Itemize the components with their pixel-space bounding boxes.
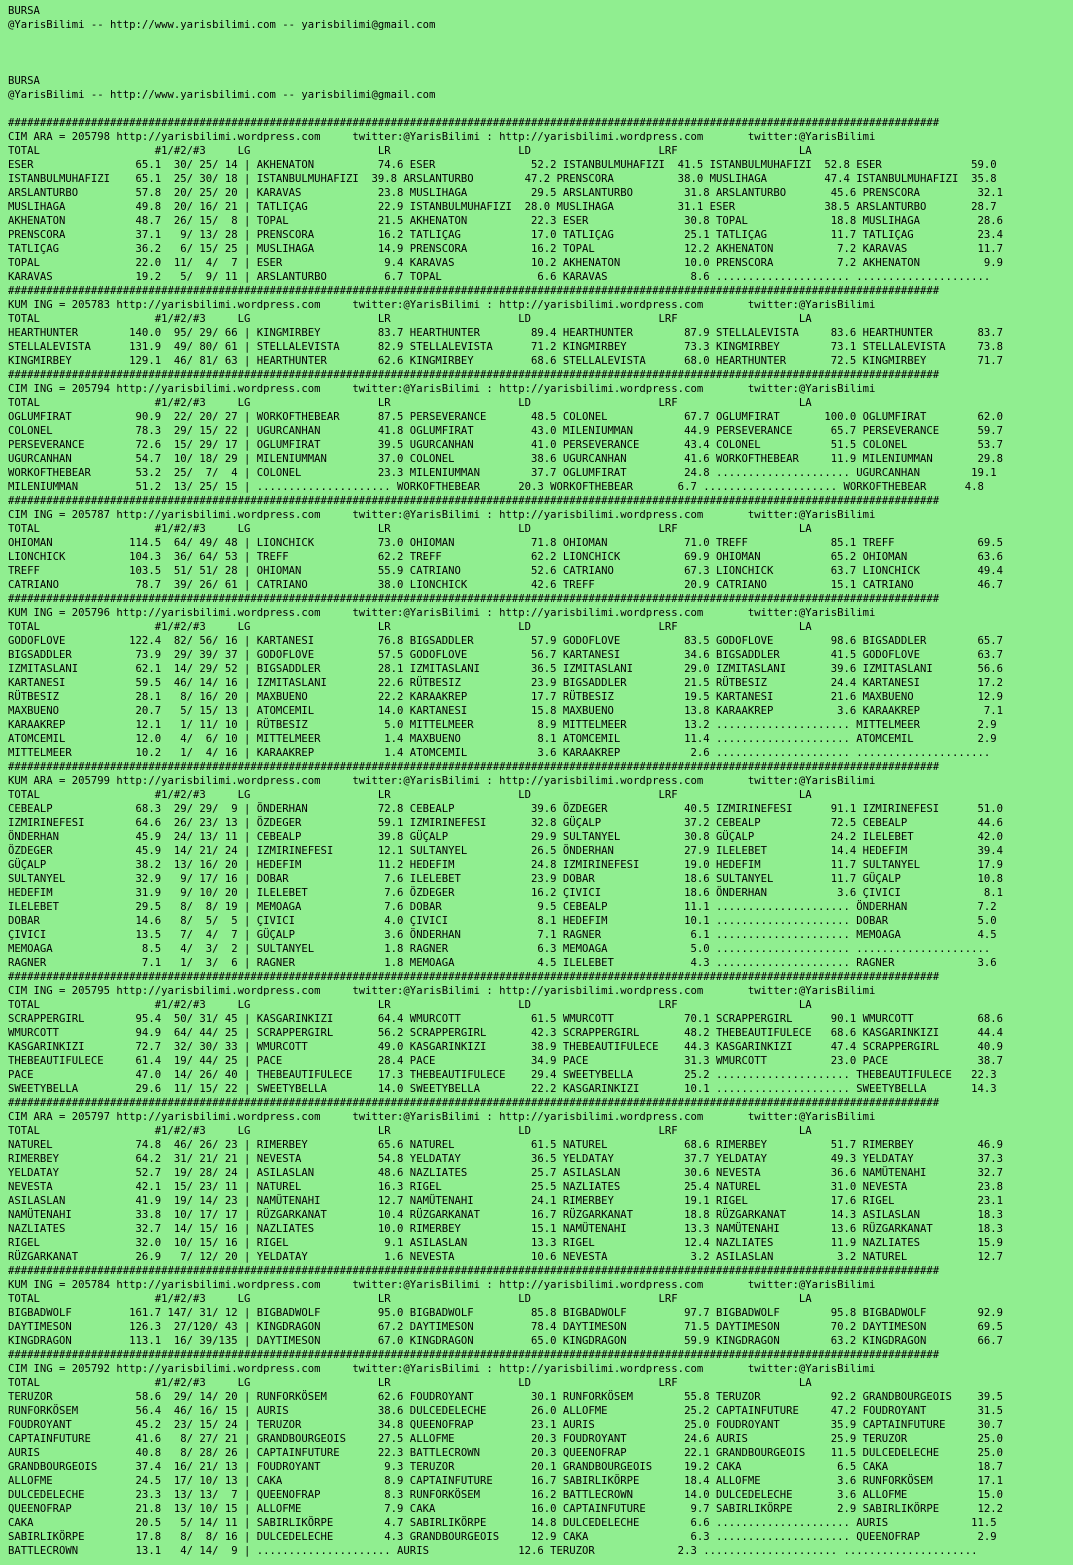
text-line: CAKA 20.5 5/ 14/ 11 | SABIRLIKÖRPE 4.7 SABIRLIKÖRPE 14.8 DULCEDELECHE 6.6 ..................... AURIS 11.5 [8,1517,997,1529]
race-header-line: CIM ING = 205794 http://yarisbilimi.wordpress.com twitter:@YarisBilimi : http://yarisbilimi.wordpress.com twitter:@YarisBilimi [8,383,876,395]
text-line: AKHENATON 48.7 26/ 15/ 8 | TOPAL 21.5 AKHENATON 22.3 ESER 30.8 TOPAL 18.8 MUSLIHAGA 28.6 [8,215,1003,227]
blank-line [8,46,1073,60]
text-line: RÜZGARKANAT 26.9 7/ 12/ 20 | YELDATAY 1.6 NEVESTA 10.6 NEVESTA 3.2 ASILASLAN 3.2 NATUREL 12.7 [8,1251,1003,1263]
race-header-line: KUM ING = 205784 http://yarisbilimi.wordpress.com twitter:@YarisBilimi : http://yarisbilimi.wordpress.com twitter:@YarisBilimi [8,1279,876,1291]
text-line: PACE 47.0 14/ 26/ 40 | THEBEAUTIFULECE 17.3 THEBEAUTIFULECE 29.4 SWEETYBELLA 25.2 ..................... THEBEAUTIFULECE 22.3 [8,1069,997,1081]
text-line: BIGBADWOLF 161.7 147/ 31/ 12 | BIGBADWOLF 95.0 BIGBADWOLF 85.8 BIGBADWOLF 97.7 BIGBADWOLF 95.8 BIGBADWOLF 92.9 [8,1307,1003,1319]
text-line: ARSLANTURBO 57.8 20/ 25/ 20 | KARAVAS 23.8 MUSLIHAGA 29.5 ARSLANTURBO 31.8 ARSLANTURBO 45.6 PRENSCORA 32.1 [8,187,1003,199]
separator-line: ################################################################################################################################################## [8,1265,940,1277]
text-line: PRENSCORA 37.1 9/ 13/ 28 | PRENSCORA 16.2 TATLIÇAG 17.0 TATLIÇAG 25.1 TATLIÇAG 11.7 TATLIÇAG 23.4 [8,229,1003,241]
text-line: RIGEL 32.0 10/ 15/ 16 | RIGEL 9.1 ASILASLAN 13.3 RIGEL 12.4 NAZLIATES 11.9 NAZLIATES 15.9 [8,1237,1003,1249]
text-line: ESER 65.1 30/ 25/ 14 | AKHENATON 74.6 ESER 52.2 ISTANBULMUHAFIZI 41.5 ISTANBULMUHAFIZI 52.8 ESER 59.0 [8,159,997,171]
text-line: CEBEALP 68.3 29/ 29/ 9 | ÖNDERHAN 72.8 CEBEALP 39.6 ÖZDEGER 40.5 IZMIRINEFESI 91.1 IZMIRINEFESI 51.0 [8,803,1003,815]
text-line: HEDEFIM 31.9 9/ 10/ 20 | ILELEBET 7.6 ÖZDEGER 16.2 ÇIVICI 18.6 ÖNDERHAN 3.6 ÇIVICI 8.1 [8,887,1003,899]
text-line: KINGDRAGON 113.1 16/ 39/135 | DAYTIMESON 67.0 KINGDRAGON 65.0 KINGDRAGON 59.9 KINGDRAGON 63.2 KINGDRAGON 66.7 [8,1335,1003,1347]
text-line: DAYTIMESON 126.3 27/120/ 43 | KINGDRAGON 67.2 DAYTIMESON 78.4 DAYTIMESON 71.5 DAYTIMESON 70.2 DAYTIMESON 69.5 [8,1321,1003,1333]
text-line: IZMITASLANI 62.1 14/ 29/ 52 | BIGSADDLER 28.1 IZMITASLANI 36.5 IZMITASLANI 29.0 IZMITASLANI 39.6 IZMITASLANI 56.6 [8,663,1003,675]
separator-line: ################################################################################################################################################## [8,1349,940,1361]
race-header-line: CIM ING = 205792 http://yarisbilimi.wordpress.com twitter:@YarisBilimi : http://yarisbilimi.wordpress.com twitter:@YarisBilimi [8,1363,876,1375]
text-line: WMURCOTT 94.9 64/ 44/ 25 | SCRAPPERGIRL 56.2 SCRAPPERGIRL 42.3 SCRAPPERGIRL 48.2 THEBEAUTIFULECE 68.6 KASGARINKIZI 44.4 [8,1027,1003,1039]
text-line: LIONCHICK 104.3 36/ 64/ 53 | TREFF 62.2 TREFF 62.2 LIONCHICK 69.9 OHIOMAN 65.2 OHIOMAN 63.6 [8,551,1003,563]
separator-line: ################################################################################################################################################## [8,495,940,507]
text-line: GODOFLOVE 122.4 82/ 56/ 16 | KARTANESI 76.8 BIGSADDLER 57.9 GODOFLOVE 83.5 GODOFLOVE 98.6 BIGSADDLER 65.7 [8,635,1003,647]
text-line: ÖNDERHAN 45.9 24/ 13/ 11 | CEBEALP 39.8 GÜÇALP 29.9 SULTANYEL 30.8 GÜÇALP 24.2 ILELEBET 42.0 [8,831,1003,843]
race-header-line: KUM ING = 205796 http://yarisbilimi.wordpress.com twitter:@YarisBilimi : http://yarisbilimi.wordpress.com twitter:@YarisBilimi [8,607,876,619]
text-line: THEBEAUTIFULECE 61.4 19/ 44/ 25 | PACE 28.4 PACE 34.9 PACE 31.3 WMURCOTT 23.0 PACE 38.7 [8,1055,1003,1067]
text-line: TREFF 103.5 51/ 51/ 28 | OHIOMAN 55.9 CATRIANO 52.6 CATRIANO 67.3 LIONCHICK 63.7 LIONCHICK 49.4 [8,565,1003,577]
text-line: STELLALEVISTA 131.9 49/ 80/ 61 | STELLALEVISTA 82.9 STELLALEVISTA 71.2 KINGMIRBEY 73.3 KINGMIRBEY 73.1 STELLALEVISTA 73.8 [8,341,1003,353]
text-line: KARAAKREP 12.1 1/ 11/ 10 | RÜTBESIZ 5.0 MITTELMEER 8.9 MITTELMEER 13.2 ..................... MITTELMEER 2.9 [8,719,997,731]
text-line: @YarisBilimi -- http://www.yarisbilimi.com -- yarisbilimi@gmail.com [8,19,436,31]
text-line: NEVESTA 42.1 15/ 23/ 11 | NATUREL 16.3 RIGEL 25.5 NAZLIATES 25.4 NATUREL 31.0 NEVESTA 23.8 [8,1181,1003,1193]
text-line: BURSA [8,5,40,17]
text-line: MAXBUENO 20.7 5/ 15/ 13 | ATOMCEMIL 14.0 KARTANESI 15.8 MAXBUENO 13.8 KARAAKREP 3.6 KARAAKREP 7.1 [8,705,1003,717]
text-line: FOUDROYANT 45.2 23/ 15/ 24 | TERUZOR 34.8 QUEENOFRAP 23.1 AURIS 25.0 FOUDROYANT 35.9 CAPTAINFUTURE 30.7 [8,1419,1003,1431]
text-line: BATTLECROWN 13.1 4/ 14/ 9 | ..................... AURIS 12.6 TERUZOR 2.3 ..................... ..................... [8,1545,978,1557]
race-header-line: CIM ARA = 205798 http://yarisbilimi.wordpress.com twitter:@YarisBilimi : http://yarisbilimi.wordpress.com twitter:@YarisBilimi [8,131,876,143]
text-line: NAMÜTENAHI 33.8 10/ 17/ 17 | RÜZGARKANAT 10.4 RÜZGARKANAT 16.7 RÜZGARKANAT 18.8 RÜZGARKANAT 14.3 ASILASLAN 18.3 [8,1209,1003,1221]
separator-line: ################################################################################################################################################## [8,593,940,605]
text-line: ISTANBULMUHAFIZI 65.1 25/ 30/ 18 | ISTANBULMUHAFIZI 39.8 ARSLANTURBO 47.2 PRENSCORA 38.0 MUSLIHAGA 47.4 ISTANBULMUHAFIZI 35.8 [8,173,997,185]
column-header-line: TOTAL #1/#2/#3 LG LR LD LRF LA [8,1125,812,1137]
text-line: MUSLIHAGA 49.8 20/ 16/ 21 | TATLIÇAG 22.9 ISTANBULMUHAFIZI 28.0 MUSLIHAGA 31.1 ESER 38.5 ARSLANTURBO 28.7 [8,201,997,213]
blank-line [8,60,1073,74]
column-header-line: TOTAL #1/#2/#3 LG LR LD LRF LA [8,523,812,535]
separator-line: ################################################################################################################################################## [8,971,940,983]
text-line: OHIOMAN 114.5 64/ 49/ 48 | LIONCHICK 73.0 OHIOMAN 71.8 OHIOMAN 71.0 TREFF 85.1 TREFF 69.5 [8,537,1003,549]
column-header-line: TOTAL #1/#2/#3 LG LR LD LRF LA [8,1293,812,1305]
text-line: PERSEVERANCE 72.6 15/ 29/ 17 | OGLUMFIRAT 39.5 UGURCANHAN 41.0 PERSEVERANCE 43.4 COLONEL 51.5 COLONEL 53.7 [8,439,1003,451]
text-line: KARAVAS 19.2 5/ 9/ 11 | ARSLANTURBO 6.7 TOPAL 6.6 KARAVAS 8.6 ..................... ..................... [8,271,991,283]
text-line: AURIS 40.8 8/ 28/ 26 | CAPTAINFUTURE 22.3 BATTLECROWN 20.3 QUEENOFRAP 22.1 GRANDBOURGEOIS 11.5 DULCEDELECHE 25.0 [8,1447,1003,1459]
text-line: YELDATAY 52.7 19/ 28/ 24 | ASILASLAN 48.6 NAZLIATES 25.7 ASILASLAN 30.6 NEVESTA 36.6 NAMÜTENAHI 32.7 [8,1167,1003,1179]
column-header-line: TOTAL #1/#2/#3 LG LR LD LRF LA [8,999,812,1011]
text-line: WORKOFTHEBEAR 53.2 25/ 7/ 4 | COLONEL 23.3 MILENIUMMAN 37.7 OGLUMFIRAT 24.8 ..................... UGURCANHAN 19.1 [8,467,997,479]
column-header-line: TOTAL #1/#2/#3 LG LR LD LRF LA [8,397,812,409]
text-line: QUEENOFRAP 21.8 13/ 10/ 15 | ALLOFME 7.9 CAKA 16.0 CAPTAINFUTURE 9.7 SABIRLIKÖRPE 2.9 SABIRLIKÖRPE 12.2 [8,1503,1003,1515]
separator-line: ################################################################################################################################################## [8,1097,940,1109]
text-line: SULTANYEL 32.9 9/ 17/ 16 | DOBAR 7.6 ILELEBET 23.9 DOBAR 18.6 SULTANYEL 11.7 GÜÇALP 10.8 [8,873,1003,885]
race-header-line: KUM ARA = 205799 http://yarisbilimi.wordpress.com twitter:@YarisBilimi : http://yarisbilimi.wordpress.com twitter:@YarisBilimi [8,775,876,787]
text-line: SABIRLIKÖRPE 17.8 8/ 8/ 16 | DULCEDELECHE 4.3 GRANDBOURGEOIS 12.9 CAKA 6.3 ..................... QUEENOFRAP 2.9 [8,1531,997,1543]
text-line: NATUREL 74.8 46/ 26/ 23 | RIMERBEY 65.6 NATUREL 61.5 NATUREL 68.6 RIMERBEY 51.7 RIMERBEY 46.9 [8,1139,1003,1151]
text-line: IZMIRINEFESI 64.6 26/ 23/ 13 | ÖZDEGER 59.1 IZMIRINEFESI 32.8 GÜÇALP 37.2 CEBEALP 72.5 CEBEALP 44.6 [8,817,1003,829]
separator-line: ################################################################################################################################################## [8,369,940,381]
text-line: RIMERBEY 64.2 31/ 21/ 21 | NEVESTA 54.8 YELDATAY 36.5 YELDATAY 37.7 YELDATAY 49.3 YELDATAY 37.3 [8,1153,1003,1165]
column-header-line: TOTAL #1/#2/#3 LG LR LD LRF LA [8,621,812,633]
column-header-line: TOTAL #1/#2/#3 LG LR LD LRF LA [8,789,812,801]
text-line: ATOMCEMIL 12.0 4/ 6/ 10 | MITTELMEER 1.4 MAXBUENO 8.1 ATOMCEMIL 11.4 ..................... ATOMCEMIL 2.9 [8,733,997,745]
blank-line [8,32,1073,46]
text-line: MILENIUMMAN 51.2 13/ 25/ 15 | ..................... WORKOFTHEBEAR 20.3 WORKOFTHEBEAR 6.7 ..................... WORKOFTHEBEAR 4.8 [8,481,984,493]
text-line: OGLUMFIRAT 90.9 22/ 20/ 27 | WORKOFTHEBEAR 87.5 PERSEVERANCE 48.5 COLONEL 67.7 OGLUMFIRAT 100.0 OGLUMFIRAT 62.0 [8,411,1003,423]
text-line: MITTELMEER 10.2 1/ 4/ 16 | KARAAKREP 1.4 ATOMCEMIL 3.6 KARAAKREP 2.6 ..................... ..................... [8,747,991,759]
text-line: NAZLIATES 32.7 14/ 15/ 16 | NAZLIATES 10.0 RIMERBEY 15.1 NAMÜTENAHI 13.3 NAMÜTENAHI 13.6 RÜZGARKANAT 18.3 [8,1223,1003,1235]
column-header-line: TOTAL #1/#2/#3 LG LR LD LRF LA [8,313,812,325]
text-line: COLONEL 78.3 29/ 15/ 22 | UGURCANHAN 41.8 OGLUMFIRAT 43.0 MILENIUMMAN 44.9 PERSEVERANCE 65.7 PERSEVERANCE 59.7 [8,425,1003,437]
text-line: MEMOAGA 8.5 4/ 3/ 2 | SULTANYEL 1.8 RAGNER 6.3 MEMOAGA 5.0 ..................... ..................... [8,943,991,955]
text-line: TOPAL 22.0 11/ 4/ 7 | ESER 9.4 KARAVAS 10.2 AKHENATON 10.0 PRENSCORA 7.2 AKHENATON 9.9 [8,257,1003,269]
text-line: ÇIVICI 13.5 7/ 4/ 7 | GÜÇALP 3.6 ÖNDERHAN 7.1 RAGNER 6.1 ..................... MEMOAGA 4.5 [8,929,997,941]
text-line: HEARTHUNTER 140.0 95/ 29/ 66 | KINGMIRBEY 83.7 HEARTHUNTER 89.4 HEARTHUNTER 87.9 STELLALEVISTA 83.6 HEARTHUNTER 83.7 [8,327,1003,339]
text-line: RUNFORKÖSEM 56.4 46/ 16/ 15 | AURIS 38.6 DULCEDELECHE 26.0 ALLOFME 25.2 CAPTAINFUTURE 47.2 FOUDROYANT 31.5 [8,1405,1003,1417]
text-line: RAGNER 7.1 1/ 3/ 6 | RAGNER 1.8 MEMOAGA 4.5 ILELEBET 4.3 ..................... RAGNER 3.6 [8,957,997,969]
text-line: KASGARINKIZI 72.7 32/ 30/ 33 | WMURCOTT 49.0 KASGARINKIZI 38.9 THEBEAUTIFULECE 44.3 KASGARINKIZI 47.4 SCRAPPERGIRL 40.9 [8,1041,1003,1053]
text-line: UGURCANHAN 54.7 10/ 18/ 29 | MILENIUMMAN 37.0 COLONEL 38.6 UGURCANHAN 41.6 WORKOFTHEBEAR 11.9 MILENIUMMAN 29.8 [8,453,1003,465]
text-line: ILELEBET 29.5 8/ 8/ 19 | MEMOAGA 7.6 DOBAR 9.5 CEBEALP 11.1 ..................... ÖNDERHAN 7.2 [8,901,997,913]
column-header-line: TOTAL #1/#2/#3 LG LR LD LRF LA [8,145,812,157]
race-header-line: CIM ING = 205787 http://yarisbilimi.wordpress.com twitter:@YarisBilimi : http://yarisbilimi.wordpress.com twitter:@YarisBilimi [8,509,876,521]
text-line: KARTANESI 59.5 46/ 14/ 16 | IZMITASLANI 22.6 RÜTBESIZ 23.9 BIGSADDLER 21.5 RÜTBESIZ 24.4 KARTANESI 17.2 [8,677,1003,689]
separator-line: ################################################################################################################################################## [8,285,940,297]
text-line: TERUZOR 58.6 29/ 14/ 20 | RUNFORKÖSEM 62.6 FOUDROYANT 30.1 RUNFORKÖSEM 55.8 TERUZOR 92.2 GRANDBOURGEOIS 39.5 [8,1391,1003,1403]
separator-line: ################################################################################################################################################## [8,117,940,129]
text-line: ASILASLAN 41.9 19/ 14/ 23 | NAMÜTENAHI 12.7 NAMÜTENAHI 24.1 RIMERBEY 19.1 RIGEL 17.6 RIGEL 23.1 [8,1195,1003,1207]
text-line: GÜÇALP 38.2 13/ 16/ 20 | HEDEFIM 11.2 HEDEFIM 24.8 IZMIRINEFESI 19.0 HEDEFIM 11.7 SULTANYEL 17.9 [8,859,1003,871]
column-header-line: TOTAL #1/#2/#3 LG LR LD LRF LA [8,1377,812,1389]
text-line: ALLOFME 24.5 17/ 10/ 13 | CAKA 8.9 CAPTAINFUTURE 16.7 SABIRLIKÖRPE 18.4 ALLOFME 3.6 RUNFORKÖSEM 17.1 [8,1475,1003,1487]
race-header-line: CIM ING = 205795 http://yarisbilimi.wordpress.com twitter:@YarisBilimi : http://yarisbilimi.wordpress.com twitter:@YarisBilimi [8,985,876,997]
race-header-line: KUM ING = 205783 http://yarisbilimi.wordpress.com twitter:@YarisBilimi : http://yarisbilimi.wordpress.com twitter:@YarisBilimi [8,299,876,311]
text-line: @YarisBilimi -- http://www.yarisbilimi.com -- yarisbilimi@gmail.com [8,89,436,101]
text-line: ÖZDEGER 45.9 14/ 21/ 24 | IZMIRINEFESI 12.1 SULTANYEL 26.5 ÖNDERHAN 27.9 ILELEBET 14.4 HEDEFIM 39.4 [8,845,1003,857]
text-line: SWEETYBELLA 29.6 11/ 15/ 22 | SWEETYBELLA 14.0 SWEETYBELLA 22.2 KASGARINKIZI 10.1 ..................... SWEETYBELLA 14.3 [8,1083,997,1095]
text-line: GRANDBOURGEOIS 37.4 16/ 21/ 13 | FOUDROYANT 9.3 TERUZOR 20.1 GRANDBOURGEOIS 19.2 CAKA 6.5 CAKA 18.7 [8,1461,1003,1473]
text-line: DOBAR 14.6 8/ 5/ 5 | ÇIVICI 4.0 ÇIVICI 8.1 HEDEFIM 10.1 ..................... DOBAR 5.0 [8,915,997,927]
text-line: RÜTBESIZ 28.1 8/ 16/ 20 | MAXBUENO 22.2 KARAAKREP 17.7 RÜTBESIZ 19.5 KARTANESI 21.6 MAXBUENO 12.9 [8,691,1003,703]
text-line: BIGSADDLER 73.9 29/ 39/ 37 | GODOFLOVE 57.5 GODOFLOVE 56.7 KARTANESI 34.6 BIGSADDLER 41.5 GODOFLOVE 63.7 [8,649,1003,661]
text-line: BURSA [8,75,40,87]
separator-line: ################################################################################################################################################## [8,761,940,773]
text-line: KINGMIRBEY 129.1 46/ 81/ 63 | HEARTHUNTER 62.6 KINGMIRBEY 68.6 STELLALEVISTA 68.0 HEARTHUNTER 72.5 KINGMIRBEY 71.7 [8,355,1003,367]
race-header-line: CIM ARA = 205797 http://yarisbilimi.wordpress.com twitter:@YarisBilimi : http://yarisbilimi.wordpress.com twitter:@YarisBilimi [8,1111,876,1123]
text-line: DULCEDELECHE 23.3 13/ 13/ 7 | QUEENOFRAP 8.3 RUNFORKÖSEM 16.2 BATTLECROWN 14.0 DULCEDELECHE 3.6 ALLOFME 15.0 [8,1489,1003,1501]
text-line: CATRIANO 78.7 39/ 26/ 61 | CATRIANO 38.0 LIONCHICK 42.6 TREFF 20.9 CATRIANO 15.1 CATRIANO 46.7 [8,579,1003,591]
text-line: SCRAPPERGIRL 95.4 50/ 31/ 45 | KASGARINKIZI 64.4 WMURCOTT 61.5 WMURCOTT 70.1 SCRAPPERGIRL 90.1 WMURCOTT 68.6 [8,1013,1003,1025]
blank-line [8,102,1073,116]
text-line: TATLIÇAG 36.2 6/ 15/ 25 | MUSLIHAGA 14.9 PRENSCORA 16.2 TOPAL 12.2 AKHENATON 7.2 KARAVAS 11.7 [8,243,1003,255]
text-line: CAPTAINFUTURE 41.6 8/ 27/ 21 | GRANDBOURGEOIS 27.5 ALLOFME 20.3 FOUDROYANT 24.6 AURIS 25.9 TERUZOR 25.0 [8,1433,1003,1445]
